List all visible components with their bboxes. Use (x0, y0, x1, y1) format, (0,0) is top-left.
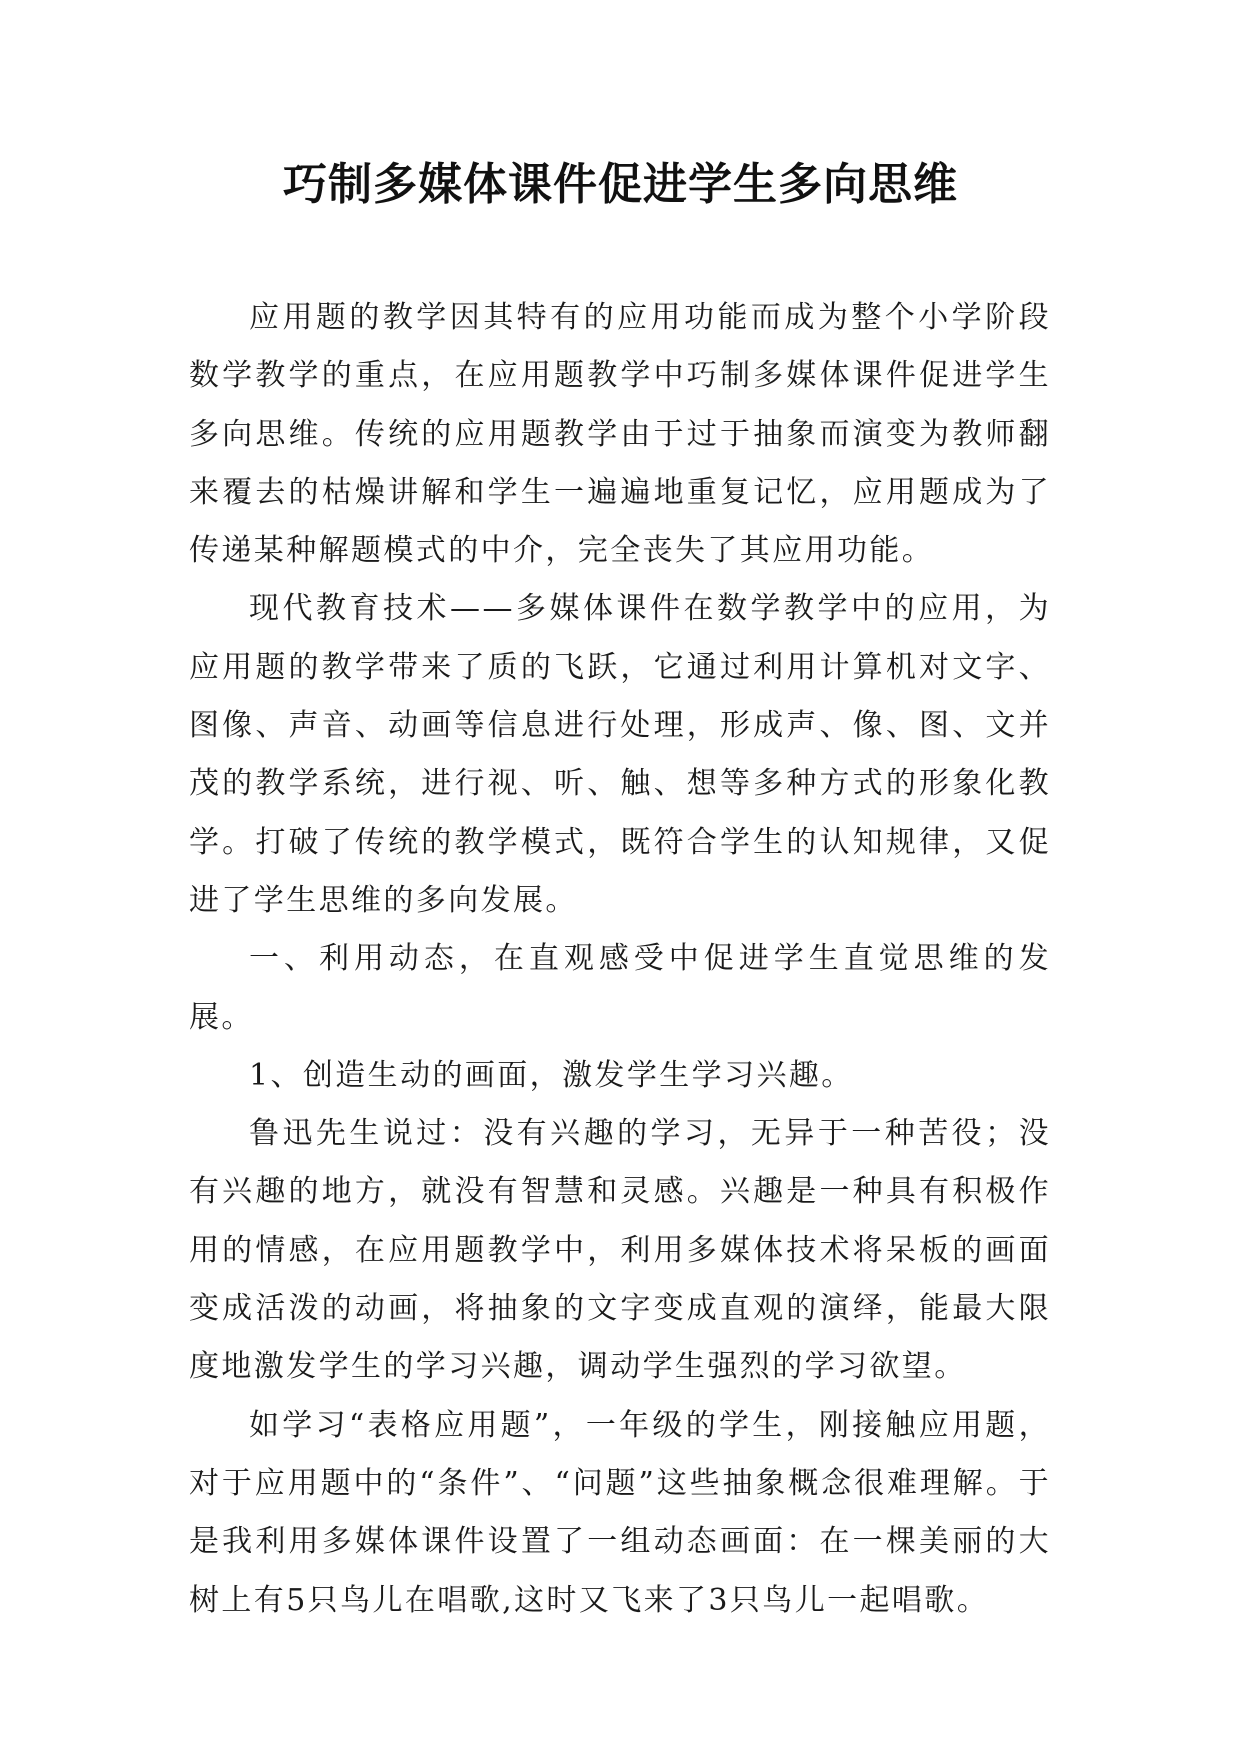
document-title: 巧制多媒体课件促进学生多向思维 (283, 159, 958, 210)
paragraph-modern-tech: 现代教育技术——多媒体课件在数学教学中的应用，为应用题的教学带来了质的飞跃，它通过利用计算机对文字、图像、声音、动画等信息进行处理，形成声、像、图、文并茂的教学系统，进行视、听、触、想等多种方式的形象化教学。打破了传统的教学模式，既符合学生的认知规律，又促进了学生思维的多向发展。 (189, 591, 1051, 918)
document-body (189, 289, 1051, 1630)
paragraph-example: 如学习“表格应用题”，一年级的学生，刚接触应用题，对于应用题中的“条件”、“问题”这些抽象概念很难理解。于是我利用多媒体课件设置了一组动态画面：在一棵美丽的大树上有5只鸟儿在唱歌,这时又飞来了3只鸟儿一起唱歌。 (189, 1407, 1051, 1618)
paragraph-intro: 应用题的教学因其特有的应用功能而成为整个小学阶段数学教学的重点，在应用题教学中巧制多媒体课件促进学生多向思维。传统的应用题教学由于过于抽象而演变为教师翻来覆去的枯燥讲解和学生一遍遍地重复记忆，应用题成为了传递某种解题模式的中介，完全丧失了其应用功能。 (189, 300, 1051, 569)
paragraph-lu-xun: 鲁迅先生说过：没有兴趣的学习，无异于一种苦役；没有兴趣的地方，就没有智慧和灵感。兴趣是一种具有积极作用的情感，在应用题教学中，利用多媒体技术将呆板的画面变成活泼的动画，将抽象的文字变成直观的演绎，能最大限度地激发学生的学习兴趣，调动学生强烈的学习欲望。 (189, 1116, 1051, 1385)
section-heading-1: 一、利用动态，在直观感受中促进学生直觉思维的发展。 (189, 941, 1051, 1035)
subsection-heading-1-1: 1、创造生动的画面，激发学生学习兴趣。 (249, 1057, 854, 1093)
